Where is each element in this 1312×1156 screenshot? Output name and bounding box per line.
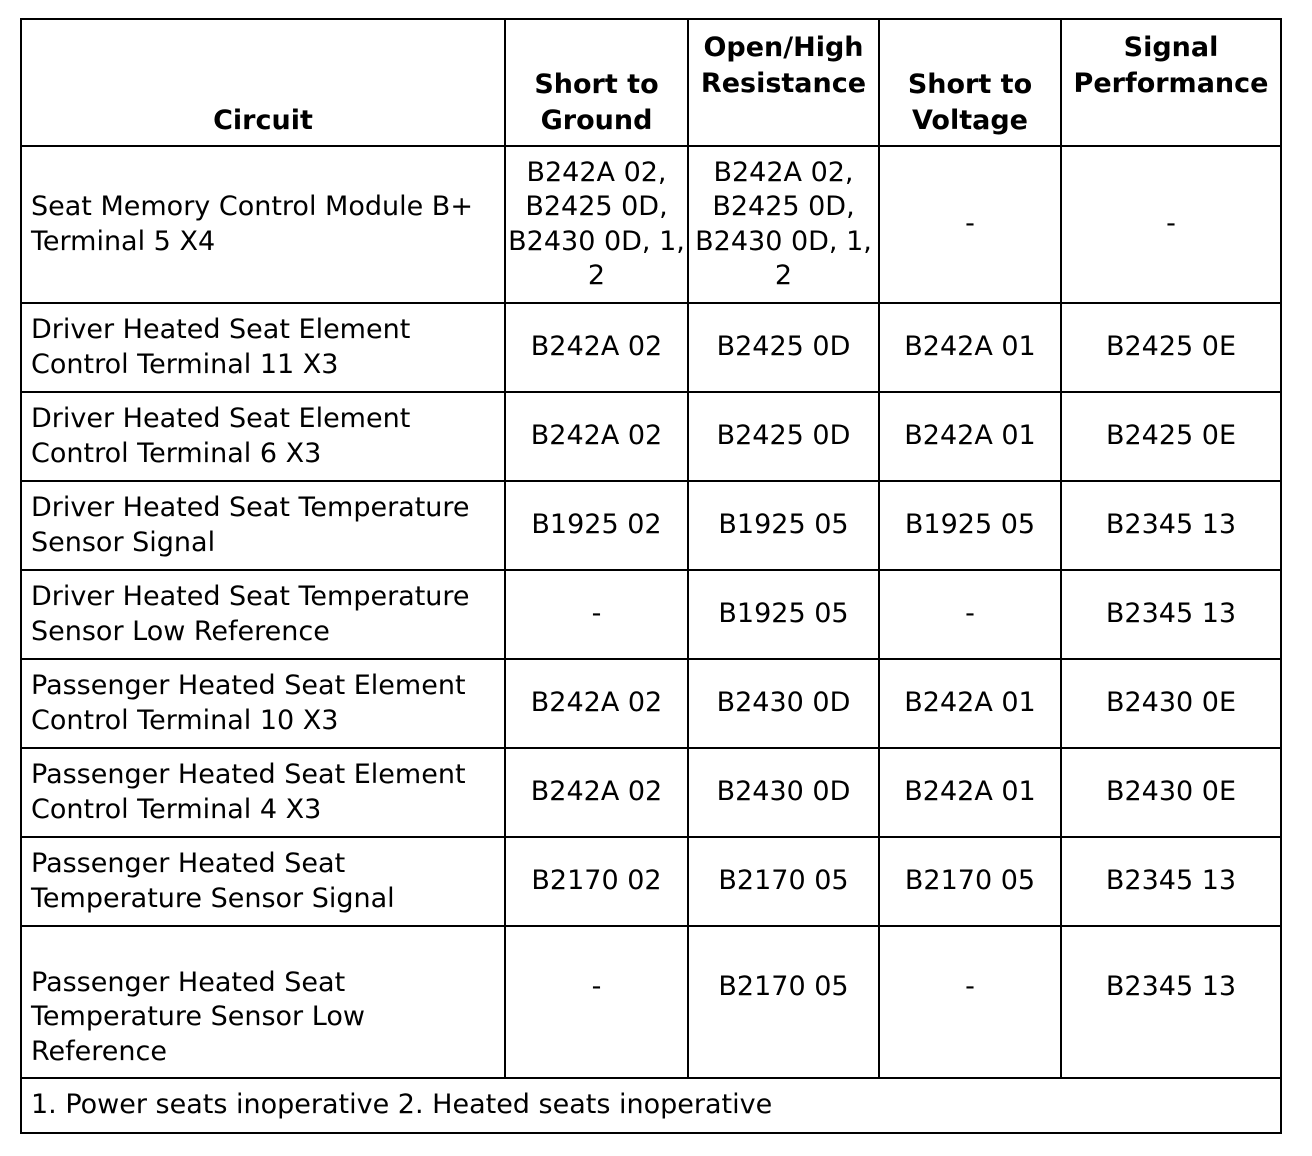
header-short-to-voltage: Short to Voltage xyxy=(879,19,1061,146)
circuit-cell: Driver Heated Seat Temperature Sensor Low Reference xyxy=(21,570,505,659)
short-to-voltage-cell: B242A 01 xyxy=(879,748,1061,837)
header-circuit: Circuit xyxy=(21,19,505,146)
short-to-voltage-cell: B242A 01 xyxy=(879,303,1061,392)
footnote: 1. Power seats inoperative 2. Heated seats inoperative xyxy=(21,1078,1281,1133)
short-to-ground-cell: B2170 02 xyxy=(505,837,688,926)
circuit-cell: Driver Heated Seat Element Control Terminal 11 X3 xyxy=(21,303,505,392)
short-to-ground-cell: B242A 02 xyxy=(505,748,688,837)
short-to-ground-cell: B242A 02 xyxy=(505,303,688,392)
open-high-resistance-cell: B2170 05 xyxy=(688,837,879,926)
table-row xyxy=(21,926,1281,1078)
circuit-cell: Driver Heated Seat Temperature Sensor Signal xyxy=(21,481,505,570)
short-to-ground-cell: B242A 02 xyxy=(505,659,688,748)
signal-performance-cell: - xyxy=(1061,146,1281,303)
table-row xyxy=(21,392,1281,481)
header-row xyxy=(21,19,1281,146)
short-to-voltage-cell: B2170 05 xyxy=(879,837,1061,926)
circuit-cell: Passenger Heated Seat Element Control Terminal 4 X3 xyxy=(21,748,505,837)
table-row xyxy=(21,303,1281,392)
short-to-voltage-cell: B1925 05 xyxy=(879,481,1061,570)
short-to-voltage-cell: B242A 01 xyxy=(879,659,1061,748)
short-to-voltage-cell: - xyxy=(879,570,1061,659)
header-short-to-ground: Short to Ground xyxy=(505,19,688,146)
signal-performance-cell: B2425 0E xyxy=(1061,392,1281,481)
table-row xyxy=(21,481,1281,570)
open-high-resistance-cell: B2425 0D xyxy=(688,392,879,481)
header-signal-performance: Signal Performance xyxy=(1061,19,1281,146)
short-to-voltage-cell: B242A 01 xyxy=(879,392,1061,481)
open-high-resistance-cell: B1925 05 xyxy=(688,481,879,570)
short-to-ground-cell: B1925 02 xyxy=(505,481,688,570)
signal-performance-cell: B2345 13 xyxy=(1061,481,1281,570)
open-high-resistance-cell: B1925 05 xyxy=(688,570,879,659)
open-high-resistance-cell: B242A 02, B2425 0D, B2430 0D, 1, 2 xyxy=(688,146,879,303)
table-row xyxy=(21,837,1281,926)
dtc-circuit-table xyxy=(20,18,1282,1134)
circuit-cell: Seat Memory Control Module B+ Terminal 5 X4 xyxy=(21,146,505,303)
footnote-row xyxy=(21,1078,1281,1133)
short-to-voltage-cell: - xyxy=(879,146,1061,303)
short-to-ground-cell: - xyxy=(505,570,688,659)
signal-performance-cell: B2345 13 xyxy=(1061,837,1281,926)
circuit-cell: Passenger Heated Seat Temperature Sensor Low Reference xyxy=(21,926,505,1078)
open-high-resistance-cell: B2425 0D xyxy=(688,303,879,392)
signal-performance-cell: B2345 13 xyxy=(1061,570,1281,659)
circuit-cell: Driver Heated Seat Element Control Terminal 6 X3 xyxy=(21,392,505,481)
short-to-ground-cell: - xyxy=(505,926,688,1078)
short-to-voltage-cell: - xyxy=(879,926,1061,1078)
header-open-high-resistance: Open/High Resistance xyxy=(688,19,879,146)
open-high-resistance-cell: B2170 05 xyxy=(688,926,879,1078)
signal-performance-cell: B2430 0E xyxy=(1061,748,1281,837)
table-row xyxy=(21,659,1281,748)
signal-performance-cell: B2430 0E xyxy=(1061,659,1281,748)
circuit-cell: Passenger Heated Seat Element Control Terminal 10 X3 xyxy=(21,659,505,748)
signal-performance-cell: B2425 0E xyxy=(1061,303,1281,392)
table-row xyxy=(21,748,1281,837)
table-row xyxy=(21,570,1281,659)
short-to-ground-cell: B242A 02 xyxy=(505,392,688,481)
open-high-resistance-cell: B2430 0D xyxy=(688,659,879,748)
open-high-resistance-cell: B2430 0D xyxy=(688,748,879,837)
short-to-ground-cell: B242A 02, B2425 0D, B2430 0D, 1, 2 xyxy=(505,146,688,303)
signal-performance-cell: B2345 13 xyxy=(1061,926,1281,1078)
circuit-cell: Passenger Heated Seat Temperature Sensor Signal xyxy=(21,837,505,926)
table-row xyxy=(21,146,1281,303)
